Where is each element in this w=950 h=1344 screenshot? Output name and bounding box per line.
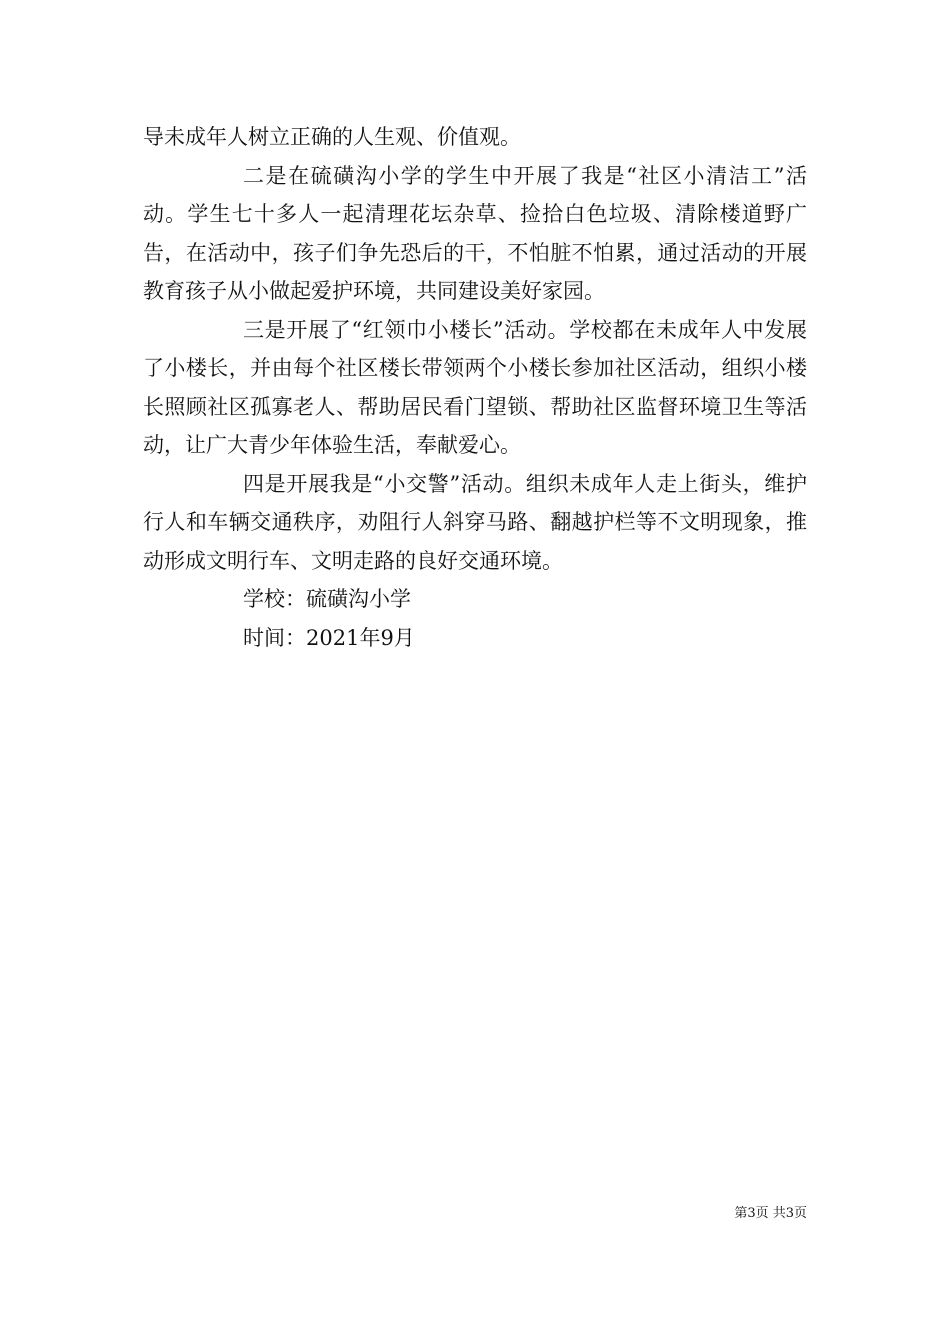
document-body [143,118,807,657]
signature-school: 学校：硫磺沟小学 [243,587,411,611]
paragraph-continuation: 导未成年人树立正确的人生观、价值观。 [143,125,521,149]
page-number-footer: 第3页 共3页 [734,1206,807,1221]
signature-date: 时间：2021年9月 [243,625,415,650]
paragraph-building-leader-activity: 三是开展了“红领巾小楼长”活动。学校都在未成年人中发展了小楼长，并由每个社区楼长带领两个小楼长参加社区活动，组织小楼长照顾社区孤寡老人、帮助居民看门望锁、帮助社区监督环境卫生等活动，让广大青少年体验生活，奉献爱心。 [143,317,807,457]
paragraph-clean-activity: 二是在硫磺沟小学的学生中开展了我是“社区小清洁工”活动。学生七十多人一起清理花坛杂草、捡拾白色垃圾、清除楼道野广告，在活动中，孩子们争先恐后的干，不怕脏不怕累，通过活动的开展教育孩子从小做起爱护环境，共同建设美好家园。 [143,163,807,303]
paragraph-traffic-police-activity: 四是开展我是“小交警”活动。组织未成年人走上街头，维护行人和车辆交通秩序，劝阻行人斜穿马路、翻越护栏等不文明现象，推动形成文明行车、文明走路的良好交通环境。 [143,471,807,573]
